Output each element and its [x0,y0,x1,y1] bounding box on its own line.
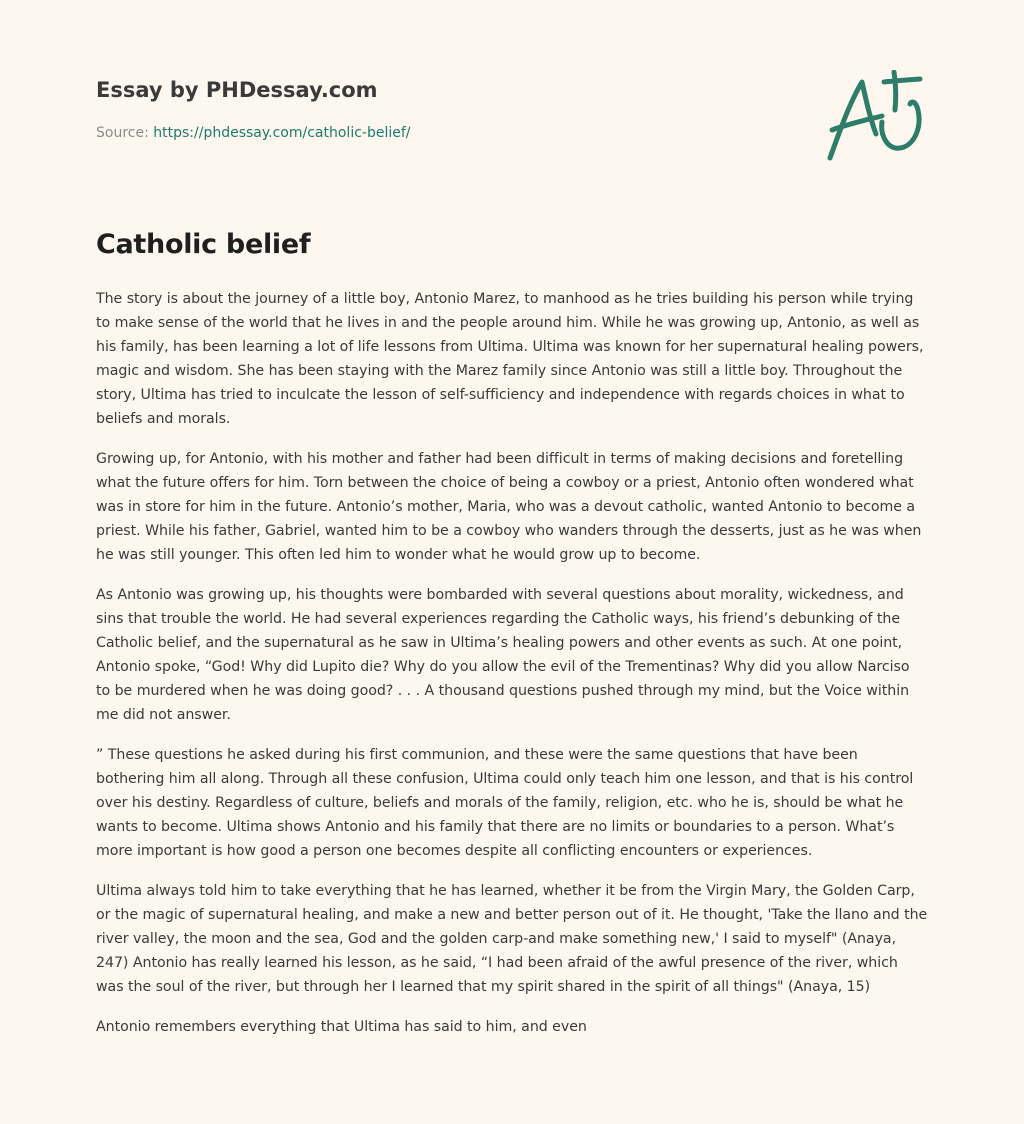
essay-paragraph: Antonio remembers everything that Ultima has said to him, and even [96,1019,587,1035]
source-line [96,123,928,143]
source-label: Source: [96,125,154,141]
a-plus-logo-icon [822,70,928,164]
essay-paragraph: ” These questions he asked during his first communion, and these were the same questions that have been bothering him all along. Through all these confusion, Ultima could only teach him one lesson, and that is his control over his destiny. Regardless of culture, beliefs and morals of the family, religion, etc. who he is, should be what he wants to become. Ultima shows Antonio and his family that there are no limits or boundaries to a person. What’s more important is how good a person one becomes despite all conflicting encounters or experiences. [96,747,914,859]
essay-body [96,225,928,1055]
essay-paragraph: Growing up, for Antonio, with his mother and father had been difficult in terms of making decisions and foretelling what the future offers for him. Torn between the choice of being a cowboy or a priest, Antonio often wondered what was in store for him in the future. Antonio’s mother, Maria, who was a devout catholic, wanted Antonio to become a priest. While his father, Gabriel, wanted him to be a cowboy who wanders through the desserts, just as he was when he was still younger. This often led him to wonder what he would grow up to become. [96,451,922,563]
page-header [96,75,928,175]
essay-paragraph: Ultima always told him to take everything that he has learned, whether it be from the Virgin Mary, the Golden Carp, or the magic of supernatural healing, and make a new and better person out of it. He thought, 'Take the llano and the river valley, the moon and the sea, God and the golden carp-and make something new,' I said to myself" (Anaya, 247) Antonio has really learned his lesson, as he said, “I had been afraid of the awful presence of the river, which was the soul of the river, but through her I learned that my spirit shared in the spirit of all things" (Anaya, 15) [96,883,928,995]
source-link[interactable]: https://phdessay.com/catholic-belief/ [153,125,411,141]
essay-paragraph: As Antonio was growing up, his thoughts were bombarded with several questions about morality, wickedness, and sins that trouble the world. He had several experiences regarding the Catholic ways, his friend’s debunking of the Catholic belief, and the supernatural as he saw in Ultima’s healing powers and other events as such. At one point, Antonio spoke, “God! Why did Lupito die? Why do you allow the evil of the Trementinas? Why did you allow Narciso to be murdered when he was doing good? . . . A thousand questions pushed through my mind, but the Voice within me did not answer. [96,587,910,723]
site-title: Essay by PHDessay.com [96,78,378,102]
essay-paragraph: The story is about the journey of a little boy, Antonio Marez, to manhood as he tries building his person while trying to make sense of the world that he lives in and the people around him. While he was growing up, Antonio, as well as his family, has been learning a lot of life lessons from Ultima. Ultima was known for her supernatural healing powers, magic and wisdom. She has been staying with the Marez family since Antonio was still a little boy. Throughout the story, Ultima has tried to inculcate the lesson of self-sufficiency and independence with regards choices in what to beliefs and morals. [96,291,924,427]
essay-title: Catholic belief [96,229,311,260]
